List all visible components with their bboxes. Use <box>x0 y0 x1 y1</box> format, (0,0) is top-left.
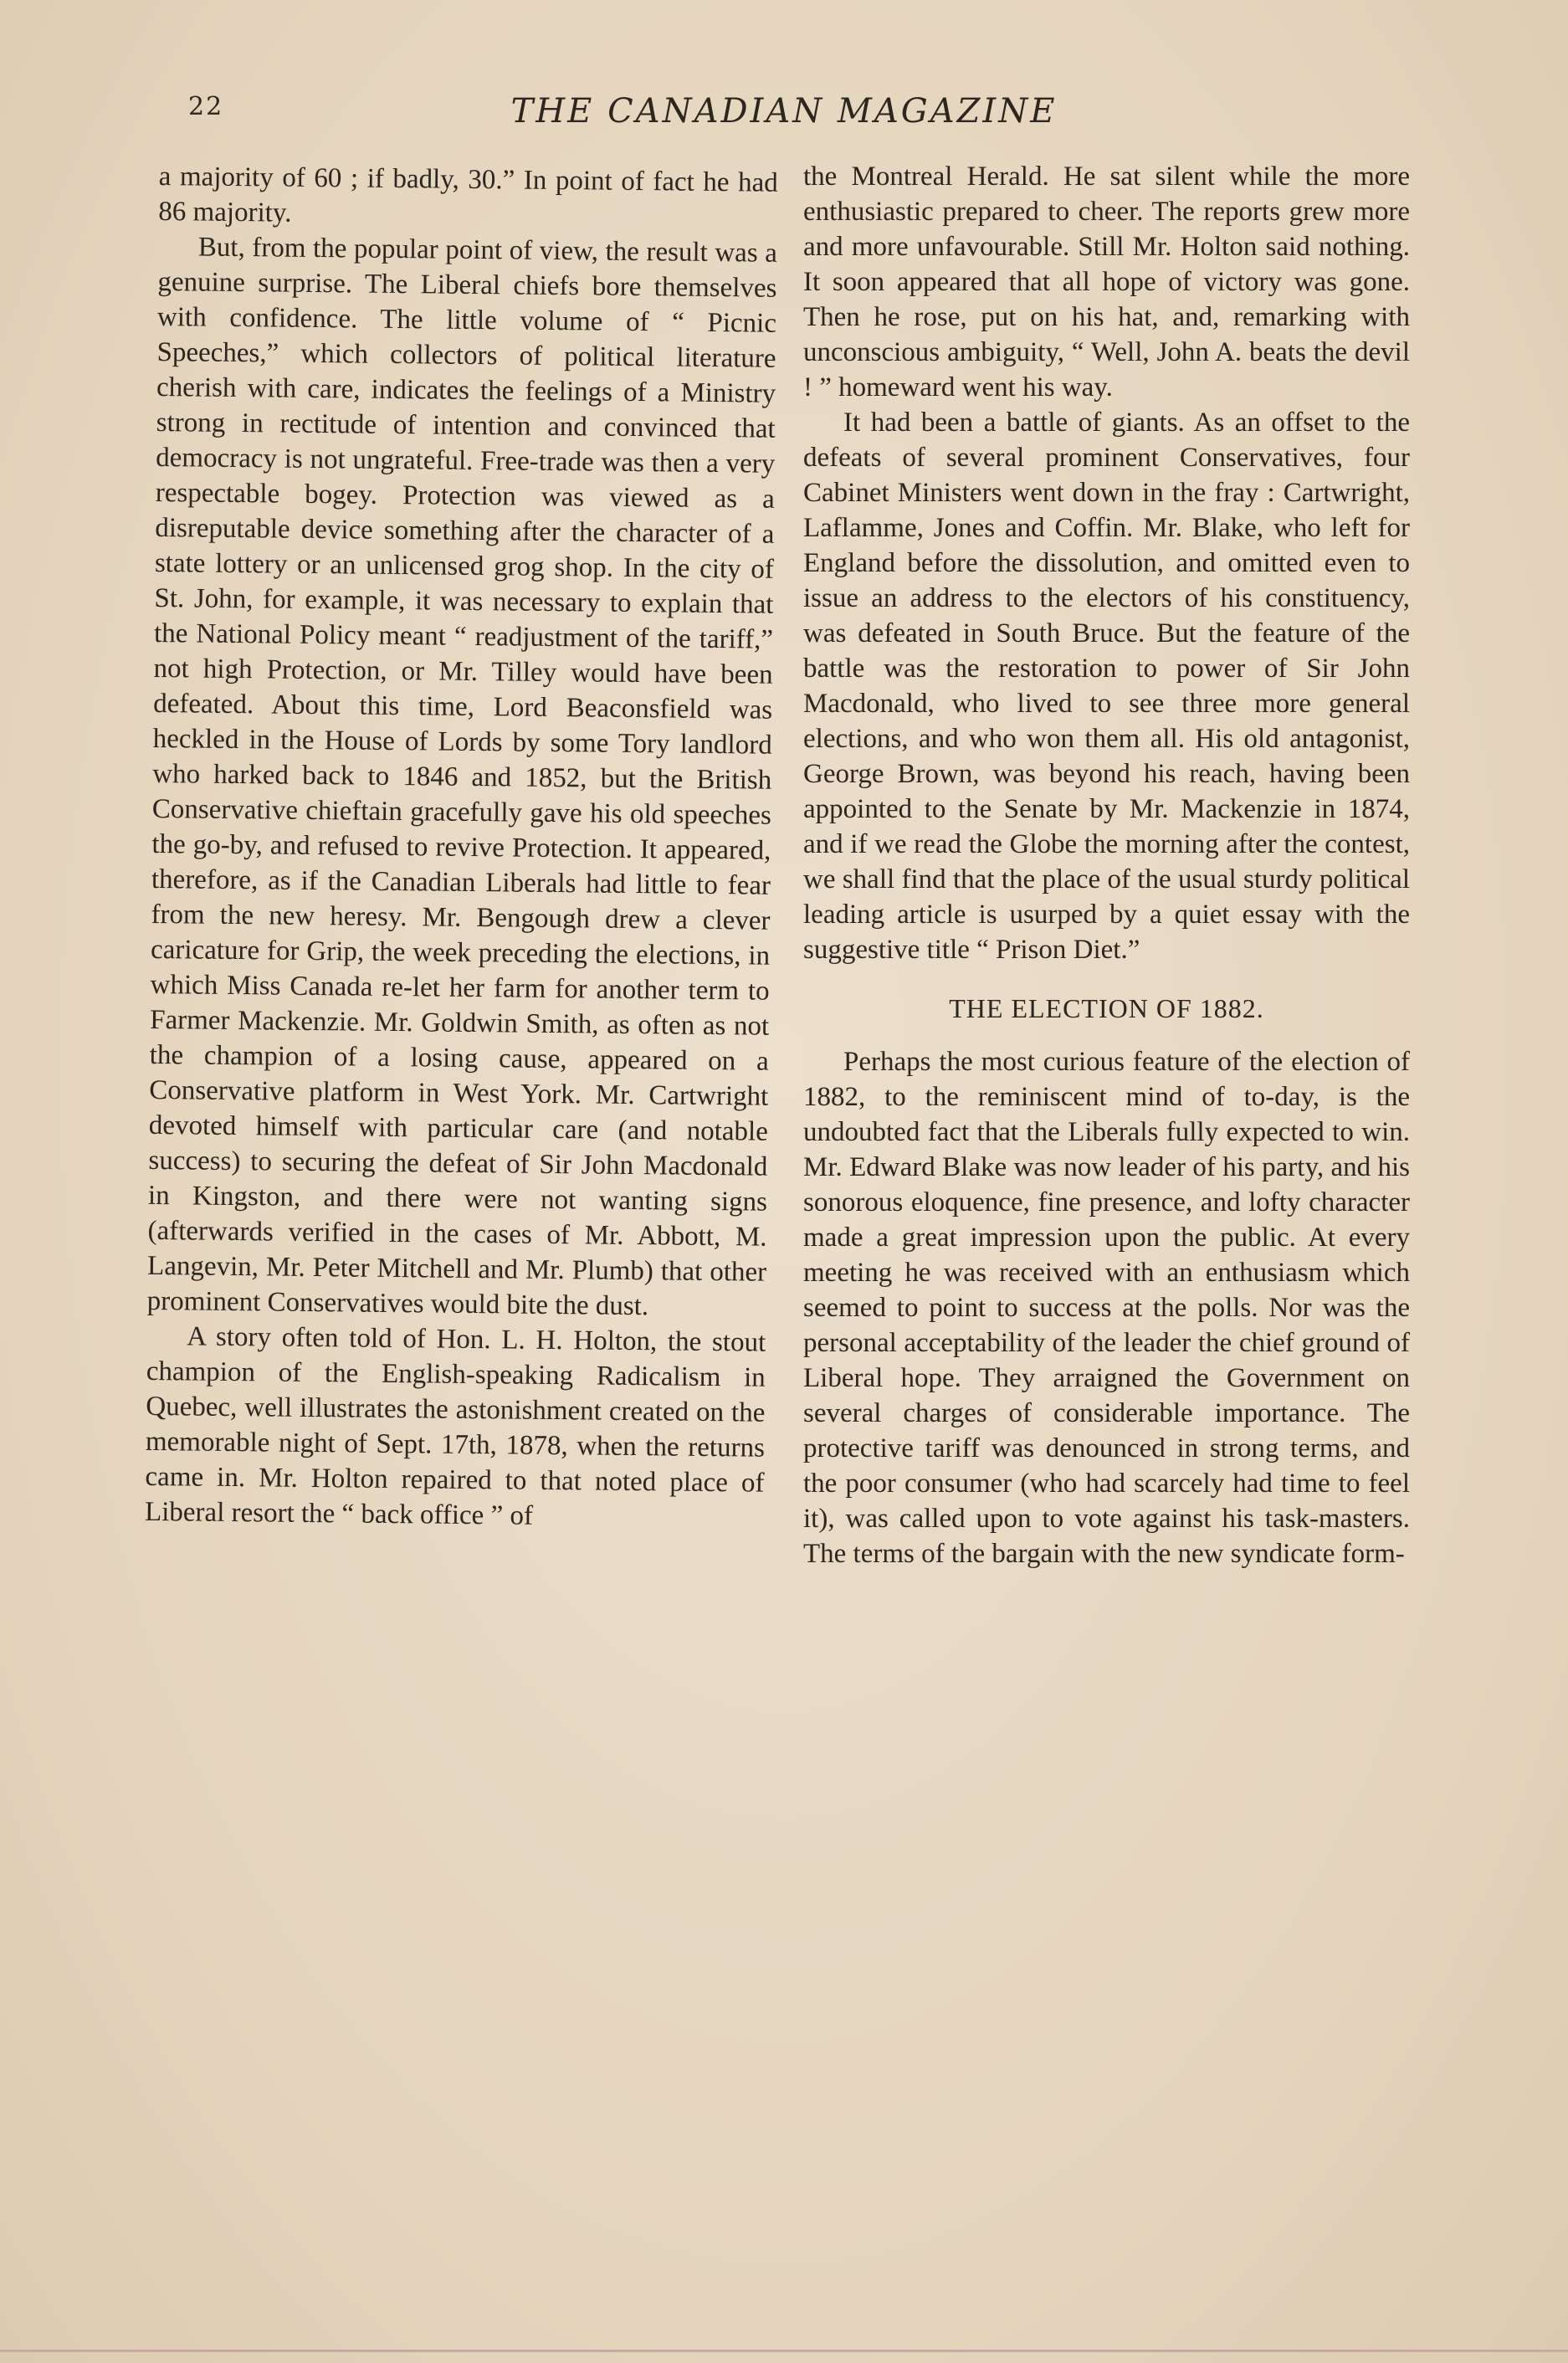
page-number: 22 <box>188 92 224 121</box>
right-column <box>803 159 1410 1571</box>
paragraph: It had been a battle of giants. As an offset to the defeats of several prominent Conservatives, four Cabinet Ministers went down in the fray : Cartwright, Laflamme, Jones and Coffin. Mr. Blake, who left for England before the dissolution, and omitted even to issue an address to the electors of his constituency, was defeated in South Bruce. But the feature of the battle was the restoration to power of Sir John Macdonald, who lived to see three more general elections, and who won them all. His old antagonist, George Brown, was beyond his reach, having been appointed to the Senate by Mr. Mackenzie in 1874, and if we read the Globe the morning after the contest, we shall find that the place of the usual sturdy political leading article is usurped by a quiet essay with the suggestive title “ Prison Diet.” <box>803 408 1410 965</box>
page-edge-line <box>0 2350 1568 2352</box>
paragraph: Perhaps the most curious feature of the election of 1882, to the reminiscent mind of to-day, is the undoubted fact that the Liberals fully expected to win. Mr. Edward Blake was now leader of his party, and his sonorous eloquence, fine presence, and lofty character made a great impression upon the public. At every meeting he was received with an enthusiasm which seemed to point to success at the polls. Nor was the personal acceptability of the leader the chief ground of Liberal hope. They arraigned the Government on several charges of considerable importance. The protective tariff was denounced in strong terms, and the poor consumer (who had scarcely had time to feel it), was called upon to vote against his task-masters. The terms of the bargain with the new syndicate form- <box>803 1047 1410 1569</box>
running-title: THE CANADIAN MAGAZINE <box>510 92 1058 131</box>
left-column <box>145 159 778 1536</box>
page-header <box>0 92 1568 142</box>
section-heading: THE ELECTION OF 1882. <box>949 993 1264 1023</box>
paragraph: But, from the popular point of view, the result was a genuine surprise. The Liberal chiefs bore themselves with confidence. The little volume of “ Picnic Speeches,” which collectors of political literature cherish with care, indicates the feelings of a Ministry strong in rectitude of intention and convinced that democracy is not ungrateful. Free-trade was then a very respectable bogey. Protection was viewed as a disreputable device something after the character of a state lottery or an unlicensed grog shop. In the city of St. John, for example, it was necessary to explain that the National Policy meant “ readjustment of the tariff,” not high Protection, or Mr. Tilley would have been defeated. About this time, Lord Beaconsfield was heckled in the House of Lords by some Tory landlord who harked back to 1846 and 1852, but the British Conservative chieftain gracefully gave his old speeches the go-by, and refused to revive Protection. It appeared, therefore, as if the Canadian Liberals had little to fear from the new heresy. Mr. Bengough drew a clever caricature for Grip, the week preceding the elections, in which Miss Canada re-let her farm for another term to Farmer Mackenzie. Mr. Goldwin Smith, as often as not the champion of a losing cause, appeared on a Conservative platform in West York. Mr. Cartwright devoted himself with particular care (and notable success) to securing the defeat of Sir John Macdonald in Kingston, and there were not wanting signs (afterwards verified in the cases of Mr. Abbott, M. Langevin, Mr. Peter Mitchell and Mr. Plumb) that other prominent Conservatives would bite the dust. <box>146 232 778 1322</box>
paragraph: A story often told of Hon. L. H. Holton, the stout champion of the English-speaking Radicalism in Quebec, well illustrates the astonishment created on the memorable night of Sept. 17th, 1878, when the returns came in. Mr. Holton repaired to that noted place of Liberal resort the “ back office ” of <box>144 1321 766 1531</box>
paragraph: the Montreal Herald. He sat silent while the more enthusiastic prepared to cheer. The reports grew more and more unfavourable. Still Mr. Holton said nothing. It soon appeared that all hope of victory was gone. Then he rose, put on his hat, and, remarking with unconscious ambiguity, “ Well, John A. beats the devil ! ” homeward went his way. <box>803 161 1410 402</box>
paragraph: a majority of 60 ; if badly, 30.” In point of fact he had 86 majority. <box>158 161 778 228</box>
